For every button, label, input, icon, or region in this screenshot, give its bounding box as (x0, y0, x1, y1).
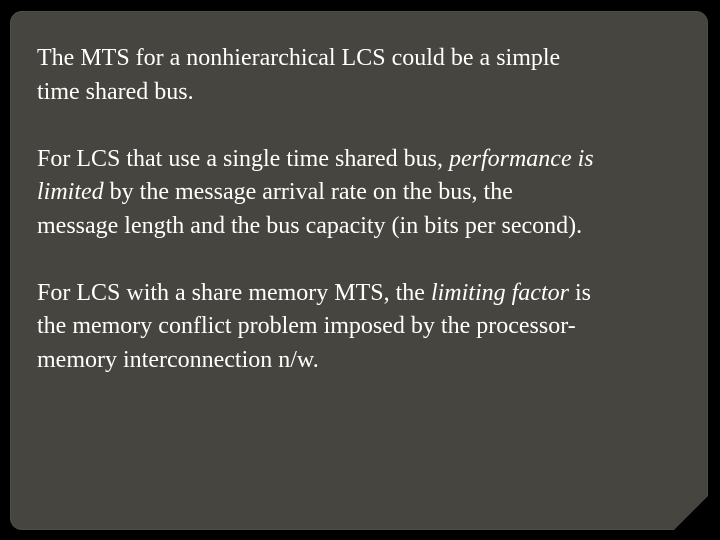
paragraph-3-emphasis: limiting factor (430, 279, 569, 306)
paragraph-3-text-d: memory interconnection n/w. (37, 346, 319, 373)
paragraph-1-line-1: The MTS for a nonhierarchical LCS could be a simple (37, 45, 561, 71)
paragraph-2-text-c: message length and the bus capacity (in bits per second). (37, 212, 583, 239)
panel-corner-cut (674, 496, 708, 530)
paragraph-1-line-2: time shared bus. (37, 78, 194, 105)
paragraph-3-text-c: the memory conflict problem imposed by the processor- (37, 313, 576, 339)
paragraph-mts-bus (37, 42, 697, 109)
paragraph-2-emphasis-b: limited (37, 179, 104, 205)
paragraph-2-text-a: For LCS that use a single time shared bus, (37, 145, 449, 172)
paragraph-2-text-b: by the message arrival rate on the bus, the (103, 179, 513, 205)
slide-body (37, 42, 697, 377)
paragraph-2-emphasis-a: performance is (448, 145, 594, 172)
paragraph-performance (37, 143, 697, 244)
paragraph-limiting-factor (37, 277, 697, 378)
paragraph-3-text-b: is (568, 279, 591, 306)
paragraph-3-text-a: For LCS with a share memory MTS, the (37, 279, 431, 306)
